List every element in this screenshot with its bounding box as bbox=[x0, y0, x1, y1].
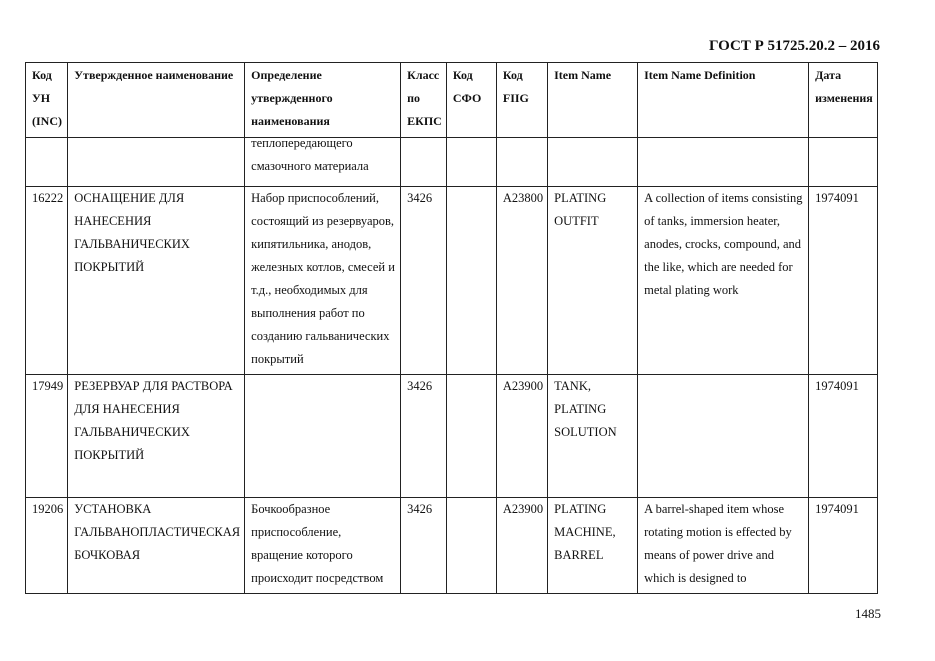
cell-sfo bbox=[446, 498, 496, 594]
page-number: 1485 bbox=[855, 606, 881, 621]
column-header-fiig: Код FIIG bbox=[496, 63, 547, 138]
cell-definition bbox=[245, 375, 401, 498]
column-header-inc: Код УН (INC) bbox=[26, 63, 68, 138]
cell-name: РЕЗЕРВУАР ДЛЯ РАСТВОРА ДЛЯ НАНЕСЕНИЯ ГАЛЬВАНИЧЕСКИХ ПОКРЫТИЙ bbox=[68, 375, 245, 498]
cell-date bbox=[809, 138, 878, 187]
cell-item-definition: A collection of items consisting of tanks, immersion heater, anodes, crocks, compound, and the like, which are needed for metal plating work bbox=[638, 187, 809, 375]
table-row bbox=[26, 498, 878, 594]
cell-inc: 19206 bbox=[26, 498, 68, 594]
document-header: ГОСТ Р 51725.20.2 – 2016 bbox=[709, 38, 881, 54]
cell-item-definition bbox=[638, 138, 809, 187]
cell-date: 1974091 bbox=[809, 375, 878, 498]
cell-date: 1974091 bbox=[809, 187, 878, 375]
cell-definition bbox=[245, 138, 401, 187]
cell-item-name bbox=[548, 138, 638, 187]
column-header-class: Класс по ЕКПС bbox=[401, 63, 447, 138]
cell-fiig: A23900 bbox=[496, 498, 547, 594]
cell-inc bbox=[26, 138, 68, 187]
cell-sfo bbox=[446, 375, 496, 498]
cell-item-name: PLATING OUTFIT bbox=[548, 187, 638, 375]
table-row bbox=[26, 375, 878, 498]
column-header-definition: Определение утвержденного наименования bbox=[245, 63, 401, 138]
cell-inc: 17949 bbox=[26, 375, 68, 498]
cell-date: 1974091 bbox=[809, 498, 878, 594]
table-row bbox=[26, 187, 878, 375]
cell-class: 3426 bbox=[401, 498, 447, 594]
cell-fiig: A23900 bbox=[496, 375, 547, 498]
column-header-sfo: Код СФО bbox=[446, 63, 496, 138]
column-header-item-name: Item Name bbox=[548, 63, 638, 138]
cell-item-definition: A barrel-shaped item whose rotating motion is effected by means of power drive and which is designed to bbox=[638, 498, 809, 594]
specification-table bbox=[25, 62, 878, 594]
cell-class bbox=[401, 138, 447, 187]
cell-item-name: TANK, PLATING SOLUTION bbox=[548, 375, 638, 498]
cell-class: 3426 bbox=[401, 375, 447, 498]
table-header-row bbox=[26, 63, 878, 138]
cell-class: 3426 bbox=[401, 187, 447, 375]
cell-item-definition bbox=[638, 375, 809, 498]
cell-fiig bbox=[496, 138, 547, 187]
cell-name: УСТАНОВКА ГАЛЬВАНОПЛАСТИЧЕСКАЯ БОЧКОВАЯ bbox=[68, 498, 245, 594]
column-header-name: Утвержденное наименование bbox=[68, 63, 245, 138]
cell-definition: Набор приспособлений, состоящий из резервуаров, кипятильника, анодов, железных котлов, смесей и т.д., необходимых для выполнения работ по созданию гальванических покрытий bbox=[245, 187, 401, 375]
column-header-date: Дата изменения bbox=[809, 63, 878, 138]
cell-item-name: PLATING MACHINE, BARREL bbox=[548, 498, 638, 594]
cell-name: ОСНАЩЕНИЕ ДЛЯ НАНЕСЕНИЯ ГАЛЬВАНИЧЕСКИХ ПОКРЫТИЙ bbox=[68, 187, 245, 375]
table-row bbox=[26, 138, 878, 187]
cell-name bbox=[68, 138, 245, 187]
column-header-item-definition: Item Name Definition bbox=[638, 63, 809, 138]
cell-definition: Бочкообразное приспособление, вращение которого происходит посредством bbox=[245, 498, 401, 594]
cell-inc: 16222 bbox=[26, 187, 68, 375]
cell-fiig: A23800 bbox=[496, 187, 547, 375]
cell-sfo bbox=[446, 187, 496, 375]
cell-definition-text: теплопередающего смазочного материала bbox=[251, 137, 369, 173]
cell-sfo bbox=[446, 138, 496, 187]
